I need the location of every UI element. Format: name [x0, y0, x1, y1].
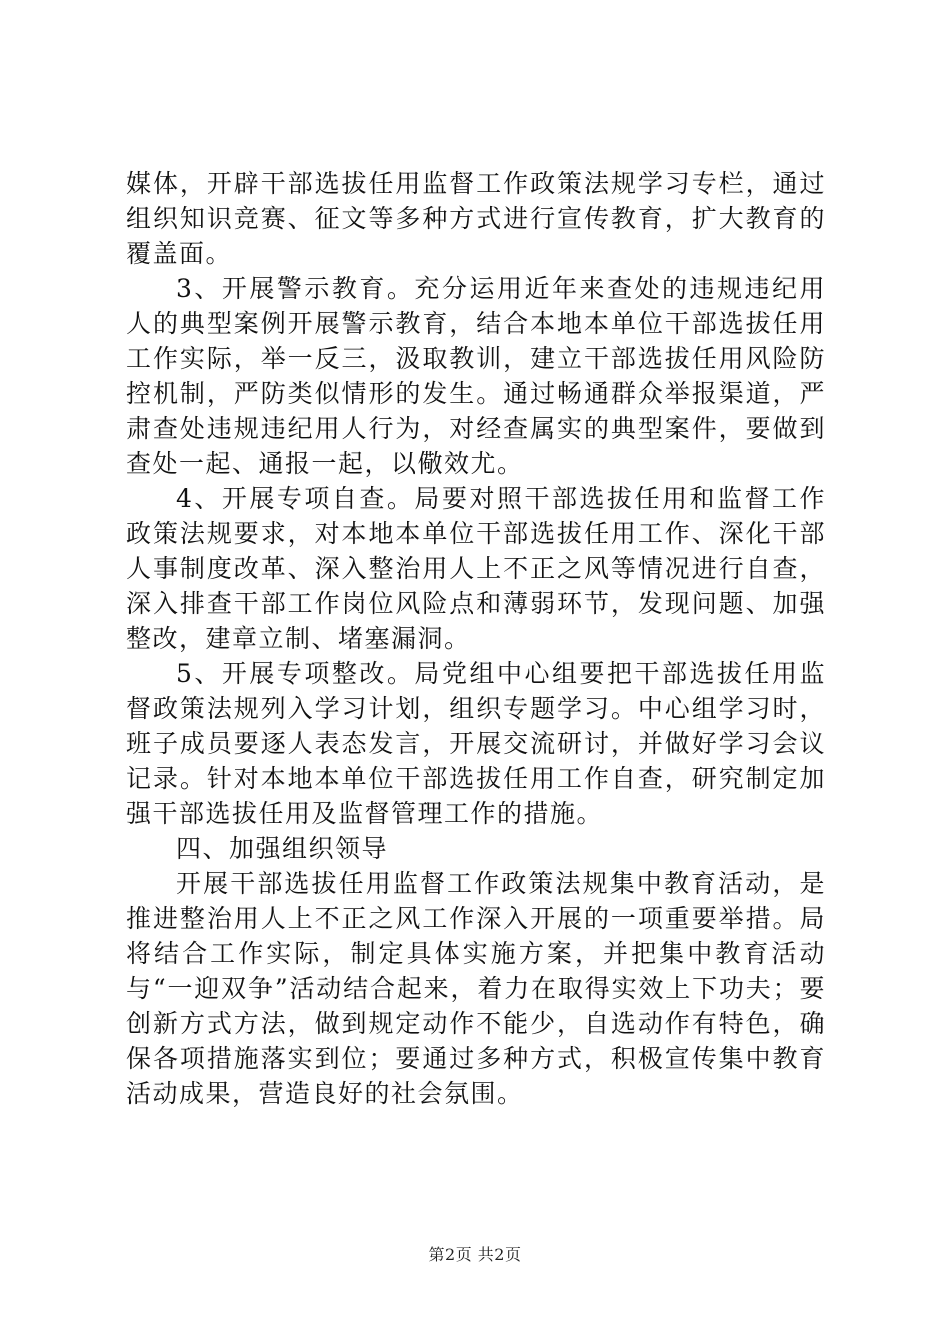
document-body [126, 166, 826, 1111]
section-heading: 四、加强组织领导 [176, 834, 389, 863]
paragraph-leadership: 开展干部选拔任用监督工作政策法规集中教育活动，是推进整治用人上不正之风工作深入开展的一项重要举措。局将结合工作实际，制定具体实施方案，并把集中教育活动与“一迎双争”活动结合起来，着力在取得实效上下功夫；要创新方式方法，做到规定动作不能少，自选动作有特色，确保各项措施落实到位；要通过多种方式，积极宣传集中教育活动成果，营造良好的社会氛围。 [126, 869, 826, 1108]
paragraph-self-inspection: 4、开展专项自查。局要对照干部选拔任用和监督工作政策法规要求，对本地本单位干部选拔任用工作、深化干部人事制度改革、深入整治用人上不正之风等情况进行自查，深入排查干部工作岗位风险点和薄弱环节，发现问题、加强整改，建章立制、堵塞漏洞。 [126, 484, 826, 653]
paragraph-warning-education: 3、开展警示教育。充分运用近年来查处的违规违纪用人的典型案例开展警示教育，结合本地本单位干部选拔任用工作实际，举一反三，汲取教训，建立干部选拔任用风险防控机制，严防类似情形的发生。通过畅通群众举报渠道，严肃查处违规违纪用人行为，对经查属实的典型案件，要做到查处一起、通报一起，以儆效尤。 [126, 274, 826, 478]
page-number-footer: 第2页 共2页 [428, 1245, 522, 1264]
paragraph-special-rectification: 5、开展专项整改。局党组中心组要把干部选拔任用监督政策法规列入学习计划，组织专题学习。中心组学习时，班子成员要逐人表态发言，开展交流研讨，并做好学习会议记录。针对本地本单位干部选拔任用工作自查，研究制定加强干部选拔任用及监督管理工作的措施。 [126, 659, 826, 828]
paragraph-continuation: 媒体，开辟干部选拔任用监督工作政策法规学习专栏，通过组织知识竞赛、征文等多种方式进行宣传教育，扩大教育的覆盖面。 [126, 169, 826, 268]
